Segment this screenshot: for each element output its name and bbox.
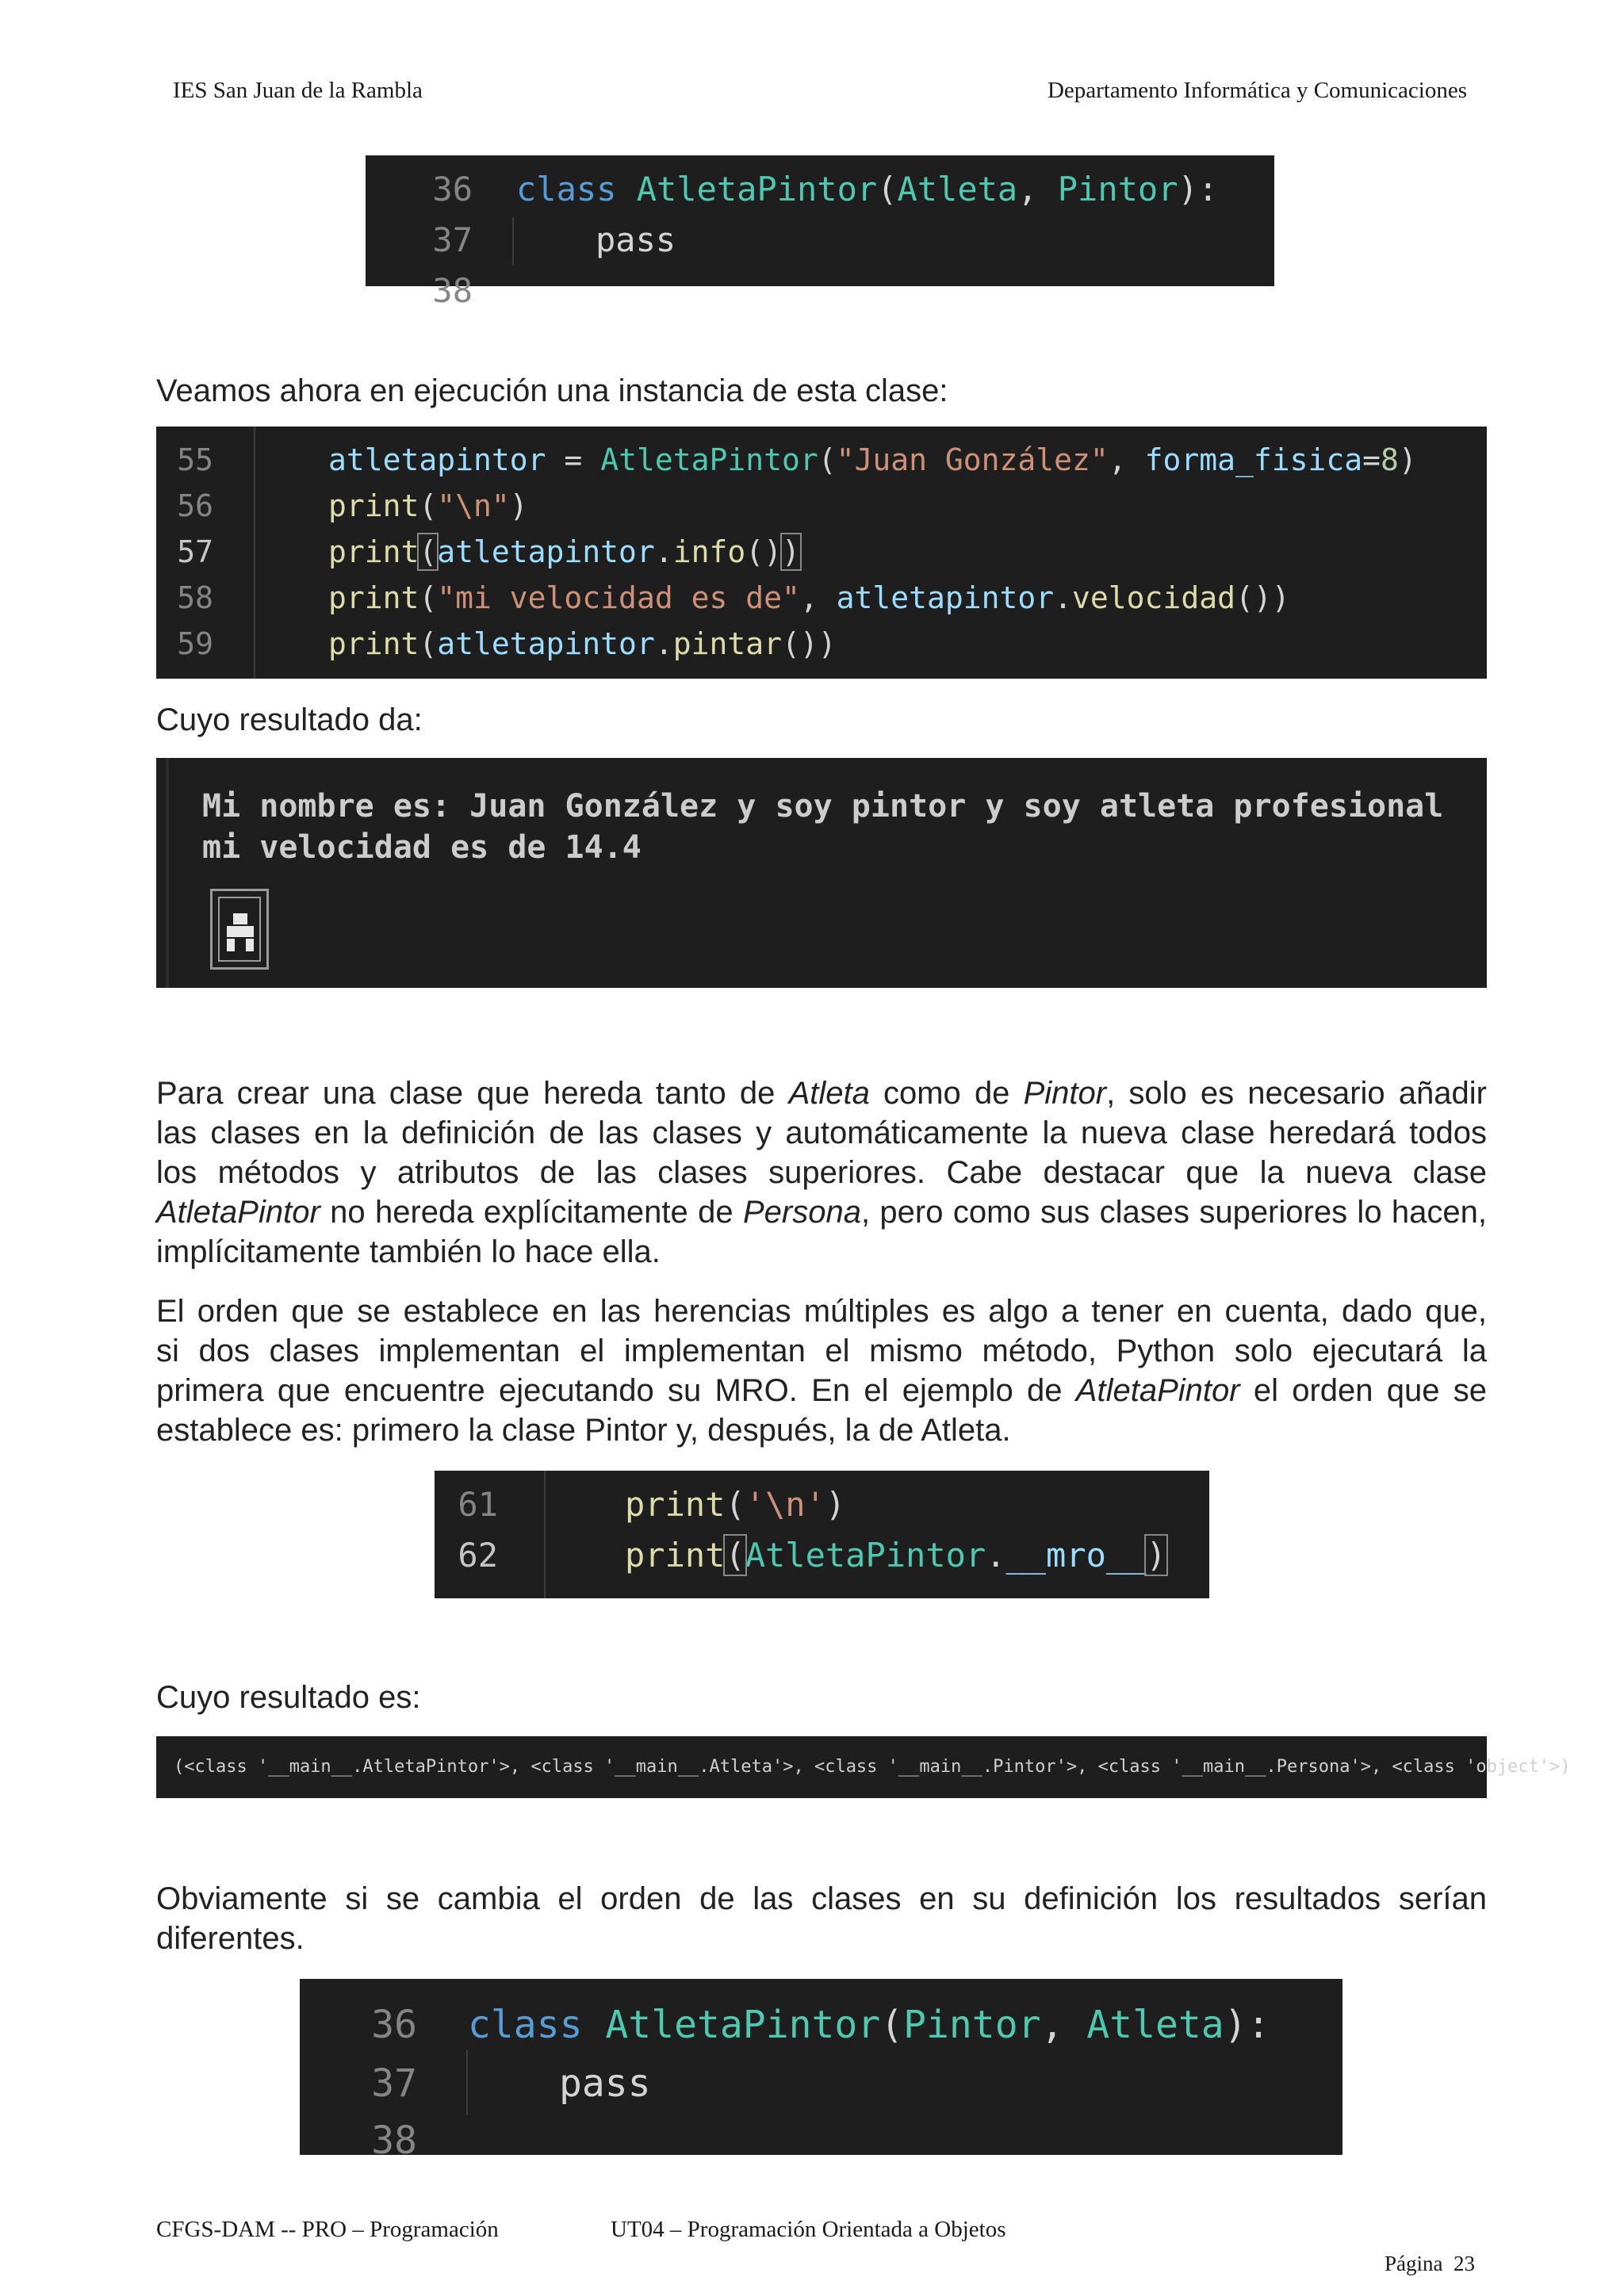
paragraph-intro: Veamos ahora en ejecución una instancia de esta clase: — [156, 373, 948, 408]
variable: atletapintor — [437, 626, 655, 661]
class-ref: Atleta — [788, 1076, 870, 1111]
class-name: AtletaPintor — [636, 170, 878, 209]
function: print — [328, 534, 419, 569]
class-ref: AtletaPintor — [1075, 1373, 1240, 1408]
bracket-match: ) — [1146, 1536, 1166, 1575]
base-class: Atleta — [1086, 2003, 1224, 2047]
indent-guide — [466, 2050, 468, 2115]
number: 8 — [1381, 442, 1399, 477]
variable: atletapintor — [836, 580, 1055, 615]
line-number: 58 — [177, 580, 213, 615]
footer-course: CFGS-DAM -- PRO – Programación — [156, 2217, 499, 2242]
dot: . — [1054, 580, 1073, 615]
comma: , — [1040, 2003, 1087, 2047]
text-line — [156, 1192, 1487, 1232]
code-line — [468, 2003, 1270, 2047]
class-ref: Persona — [742, 1195, 861, 1230]
line-number: 37 — [371, 2061, 417, 2106]
dot: . — [654, 626, 673, 661]
text-line — [156, 1073, 1487, 1113]
line-number: 36 — [432, 170, 473, 209]
text: no hereda explícitamente de — [320, 1195, 743, 1230]
text-line: Obviamente si se cambia el orden de las clases en su definición los resultados serían — [156, 1881, 1487, 1916]
paren: ) — [509, 488, 528, 523]
text: , solo es necesario añadir — [1106, 1076, 1487, 1111]
line-number: 38 — [432, 271, 473, 310]
gutter-divider — [254, 427, 255, 679]
paren: ) — [825, 1485, 846, 1524]
header-department: Departamento Informática y Comunicaciones — [1047, 78, 1467, 103]
code-line — [328, 626, 837, 661]
text: Para crear una clase que hereda tanto de — [156, 1076, 789, 1111]
class-name: AtletaPintor — [745, 1536, 986, 1575]
terminal-output — [156, 758, 1487, 988]
line-number: 59 — [177, 626, 213, 661]
paren: ( — [725, 1485, 745, 1524]
text: , pero como sus clases superiores lo hacen, — [860, 1195, 1488, 1230]
attribute: __mro__ — [1005, 1536, 1147, 1575]
code-line: pass — [596, 220, 676, 259]
header-school: IES San Juan de la Rambla — [173, 78, 423, 103]
operator: = — [546, 442, 601, 477]
line-number: 37 — [432, 220, 473, 259]
paren: ()) — [782, 626, 837, 661]
paren-close: ): — [1224, 2003, 1270, 2047]
variable: atletapintor — [328, 442, 546, 477]
text-line: los métodos y atributos de las clases superiores. Cabe destacar que la nueva clase — [156, 1155, 1487, 1190]
line-number-current: 62 — [458, 1536, 498, 1575]
code-line — [516, 170, 1218, 209]
paren: ( — [419, 580, 438, 615]
output-line: mi velocidad es de 14.4 — [202, 829, 642, 866]
text-line: implícitamente también lo hace ella. — [156, 1234, 661, 1269]
string: "\n" — [437, 488, 510, 523]
text-line: si dos clases implementan el implementan el mismo método, Python solo ejecutará la — [156, 1334, 1487, 1368]
output-line: (<class '__main__.AtletaPintor'>, <class '__main__.Atleta'>, <class '__main__.Pintor'>, <class '__main__.Persona'>, <class 'object'>) — [174, 1757, 1571, 1777]
code-block-class-definition-reordered — [300, 1979, 1342, 2163]
class-ref: AtletaPintor — [156, 1195, 320, 1230]
paragraph-order-change — [156, 1879, 1487, 1958]
code-line — [328, 534, 800, 569]
paren: ( — [419, 626, 438, 661]
paren: ) — [1398, 442, 1417, 477]
string: "Juan González" — [836, 442, 1109, 477]
paragraph-result-label: Cuyo resultado da: — [156, 702, 423, 737]
paren: () — [745, 534, 782, 569]
text: como de — [869, 1076, 1024, 1111]
paren: ( — [818, 442, 837, 477]
method: pintar — [672, 626, 782, 661]
base-class: Pintor — [1057, 170, 1178, 209]
bracket-match: ( — [419, 534, 438, 569]
base-class: Pintor — [903, 2003, 1041, 2047]
paragraph-result-label-2: Cuyo resultado es: — [156, 1680, 421, 1715]
function: print — [328, 488, 419, 523]
code-block-mro — [435, 1471, 1209, 1598]
terminal-cursor-icon — [210, 889, 269, 970]
code-line — [328, 580, 1290, 615]
paren: ()) — [1235, 580, 1290, 615]
operator: = — [1362, 442, 1381, 477]
paren: ( — [419, 488, 438, 523]
function: print — [625, 1485, 726, 1524]
text: primera que encuentre ejecutando su MRO. En el ejemplo de — [156, 1373, 1076, 1408]
dot: . — [654, 534, 673, 569]
footer-page-number: Página 23 — [1385, 2252, 1475, 2275]
paren: ( — [877, 170, 898, 209]
code-line — [625, 1536, 1166, 1575]
code-line: pass — [559, 2061, 651, 2106]
footer-unit: UT04 – Programación Orientada a Objetos — [611, 2217, 1006, 2242]
comma: , — [1108, 442, 1145, 477]
code-line — [328, 488, 528, 523]
line-number: 56 — [177, 488, 213, 523]
code-block-instance — [156, 427, 1487, 679]
string: '\n' — [745, 1485, 825, 1524]
dot: . — [986, 1536, 1006, 1575]
text-line — [156, 1371, 1487, 1410]
keyword: class — [468, 2003, 583, 2047]
code-line — [328, 442, 1417, 477]
function: print — [328, 626, 419, 661]
comma: , — [1017, 170, 1058, 209]
line-number: 38 — [371, 2118, 417, 2163]
paragraph-inheritance — [156, 1073, 1487, 1272]
paren-close: ): — [1178, 170, 1219, 209]
string: "mi velocidad es de" — [437, 580, 800, 615]
bracket-match: ( — [725, 1536, 745, 1575]
function: print — [328, 580, 419, 615]
paren: ( — [880, 2003, 904, 2047]
variable: atletapintor — [437, 534, 655, 569]
text-line: diferentes. — [156, 1921, 304, 1956]
terminal-edge — [166, 758, 169, 988]
class-name: AtletaPintor — [605, 2003, 881, 2047]
indent-guide — [512, 217, 514, 265]
base-class: Atleta — [897, 170, 1018, 209]
method: info — [672, 534, 746, 569]
line-number: 36 — [371, 2003, 417, 2047]
class-name: AtletaPintor — [600, 442, 818, 477]
line-number: 55 — [177, 442, 213, 477]
code-block-class-definition — [366, 155, 1274, 310]
function: print — [625, 1536, 726, 1575]
paragraph-mro-order — [156, 1292, 1487, 1450]
line-number-current: 57 — [177, 534, 213, 569]
output-line: Mi nombre es: Juan González y soy pintor y soy atleta profesional — [202, 788, 1444, 825]
method: velocidad — [1072, 580, 1235, 615]
class-ref: Pintor — [1023, 1076, 1107, 1111]
text-line: establece es: primero la clase Pintor y, después, la de Atleta. — [156, 1413, 1011, 1448]
text-line: las clases en la definición de las clases y automáticamente la nueva clase heredará todos — [156, 1115, 1487, 1150]
mro-output — [156, 1736, 1571, 1798]
keyword-arg: forma_fisica — [1144, 442, 1363, 477]
text-line: El orden que se establece en las herencias múltiples es algo a tener en cuenta, dado que, — [156, 1294, 1487, 1329]
bracket-match: ) — [782, 534, 800, 569]
code-line — [625, 1485, 845, 1524]
line-number: 61 — [458, 1485, 498, 1524]
comma: , — [799, 580, 837, 615]
keyword: class — [516, 170, 617, 209]
text: el orden que se — [1239, 1373, 1488, 1408]
gutter-divider — [544, 1471, 546, 1598]
